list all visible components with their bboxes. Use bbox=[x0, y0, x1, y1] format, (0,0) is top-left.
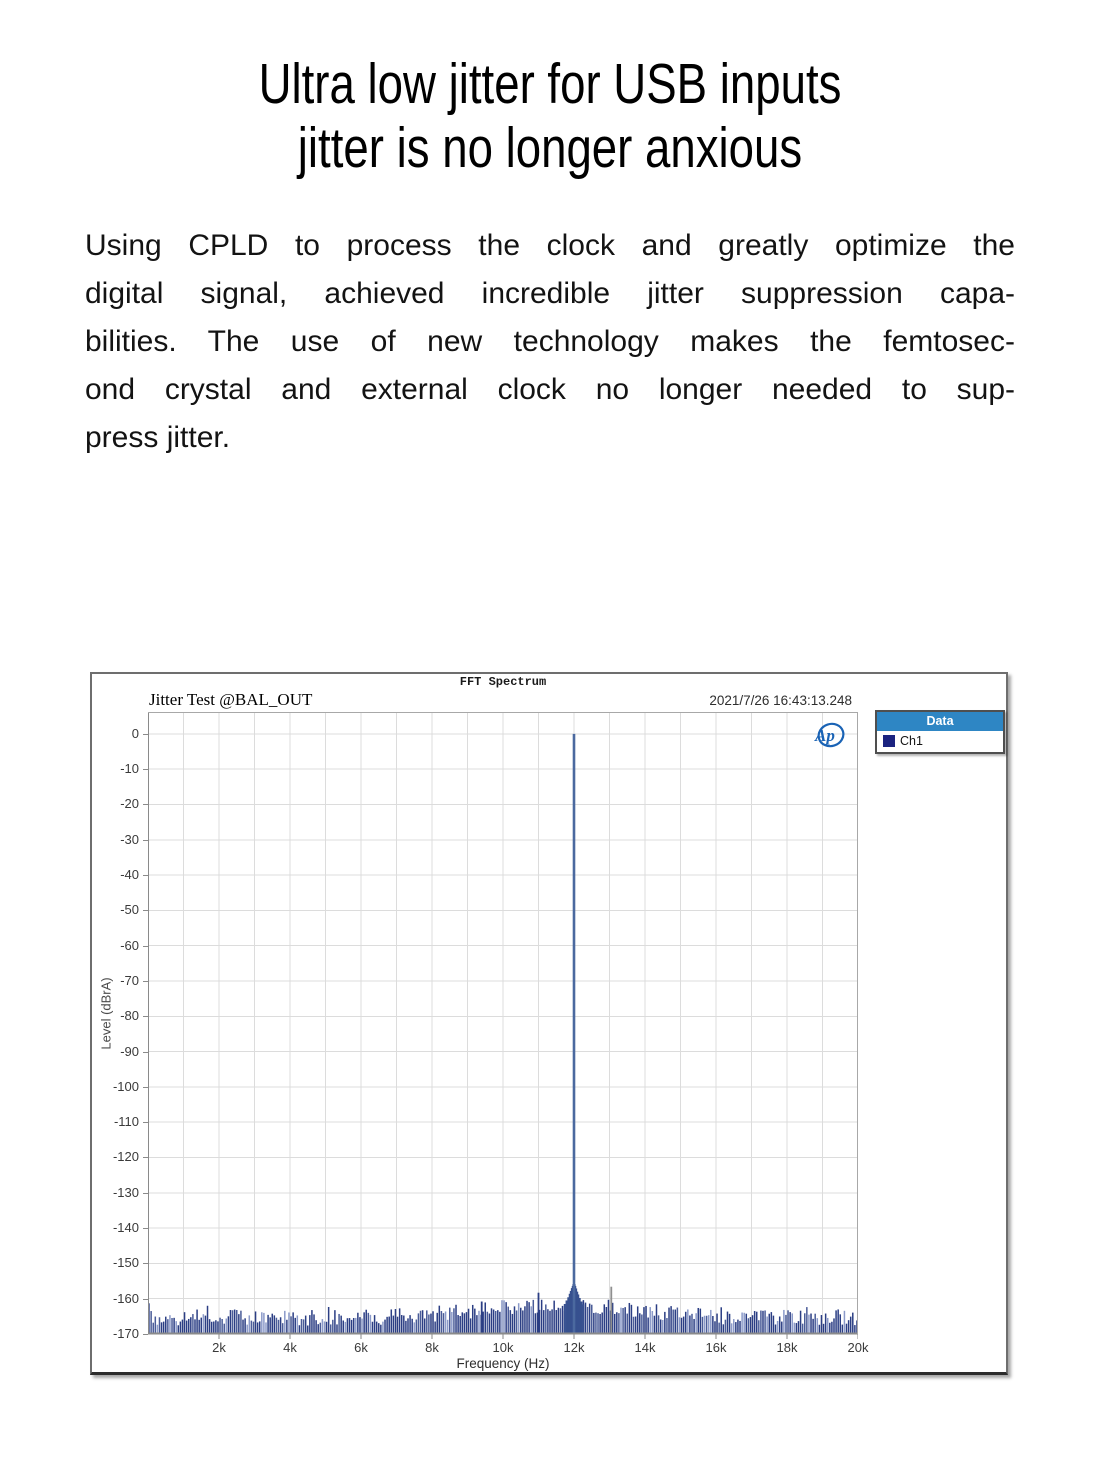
x-axis-title: Frequency (Hz) bbox=[456, 1356, 550, 1371]
y-tick-label: -20 bbox=[120, 796, 139, 812]
chart-window-title: FFT Spectrum bbox=[459, 675, 547, 689]
legend-body bbox=[877, 731, 1003, 752]
y-tick-label: -140 bbox=[112, 1220, 139, 1236]
legend-item bbox=[883, 734, 997, 748]
y-tick-label: -10 bbox=[120, 761, 139, 777]
x-tick-label: 16k bbox=[705, 1340, 727, 1355]
channel-swatch bbox=[883, 735, 895, 747]
svg-text:Ap: Ap bbox=[815, 726, 835, 745]
x-tick-label: 8k bbox=[425, 1340, 439, 1355]
x-tick-label: 12k bbox=[563, 1340, 585, 1355]
y-tick-label: -50 bbox=[120, 902, 139, 918]
y-tick-label: -60 bbox=[120, 937, 139, 953]
legend-label: Ch1 bbox=[900, 734, 923, 748]
ap-brand-icon bbox=[810, 722, 846, 749]
x-axis-tick-labels bbox=[148, 1340, 869, 1355]
x-tick-label: 6k bbox=[354, 1340, 368, 1355]
legend-header: Data bbox=[877, 712, 1003, 731]
page-title-line-2: jitter is no longer anxious bbox=[297, 116, 803, 180]
y-tick-label: -110 bbox=[113, 1114, 139, 1130]
y-tick-label: -120 bbox=[112, 1149, 139, 1165]
intro-paragraph bbox=[85, 222, 1015, 462]
y-tick-label: -90 bbox=[120, 1043, 139, 1059]
y-tick-label: -30 bbox=[120, 831, 139, 847]
y-axis-title: Level (dBrA) bbox=[98, 977, 114, 1050]
y-tick-label: -100 bbox=[112, 1078, 139, 1094]
page-title bbox=[0, 52, 1100, 180]
intro-line: ond crystal and external clock no longer needed to sup- bbox=[85, 373, 1015, 406]
x-tick-label: 18k bbox=[776, 1340, 798, 1355]
y-tick-label: -130 bbox=[112, 1184, 139, 1200]
intro-line: bilities. The use of new technology makes the femtosec- bbox=[85, 325, 1015, 358]
y-tick-label: -40 bbox=[120, 867, 139, 883]
fft-spectrum-chart bbox=[90, 672, 1008, 1375]
intro-line: press jitter. bbox=[85, 421, 231, 454]
trace-title: Jitter Test @BAL_OUT bbox=[149, 690, 313, 709]
x-tick-label: 2k bbox=[212, 1340, 226, 1355]
x-tick-label: 20k bbox=[847, 1340, 869, 1355]
x-tick-label: 14k bbox=[634, 1340, 656, 1355]
intro-line: digital signal, achieved incredible jitter suppression capa- bbox=[85, 277, 1015, 310]
y-tick-label: -160 bbox=[112, 1290, 139, 1306]
intro-line: Using CPLD to process the clock and greatly optimize the bbox=[85, 229, 1015, 262]
y-tick-label: 0 bbox=[131, 725, 139, 741]
spectrum-svg bbox=[148, 712, 858, 1342]
x-tick-label: 10k bbox=[492, 1340, 514, 1355]
legend bbox=[875, 710, 1005, 754]
y-tick-label: -150 bbox=[112, 1255, 139, 1271]
x-tick-label: 4k bbox=[283, 1340, 297, 1355]
y-tick-label: -70 bbox=[120, 972, 139, 988]
plot-area bbox=[148, 712, 858, 1342]
timestamp-label: 2021/7/26 16:43:13.248 bbox=[709, 693, 852, 708]
y-tick-label: -170 bbox=[112, 1326, 139, 1341]
page-title-line-1: Ultra low jitter for USB inputs bbox=[258, 52, 842, 116]
y-tick-label: -80 bbox=[120, 1008, 139, 1024]
